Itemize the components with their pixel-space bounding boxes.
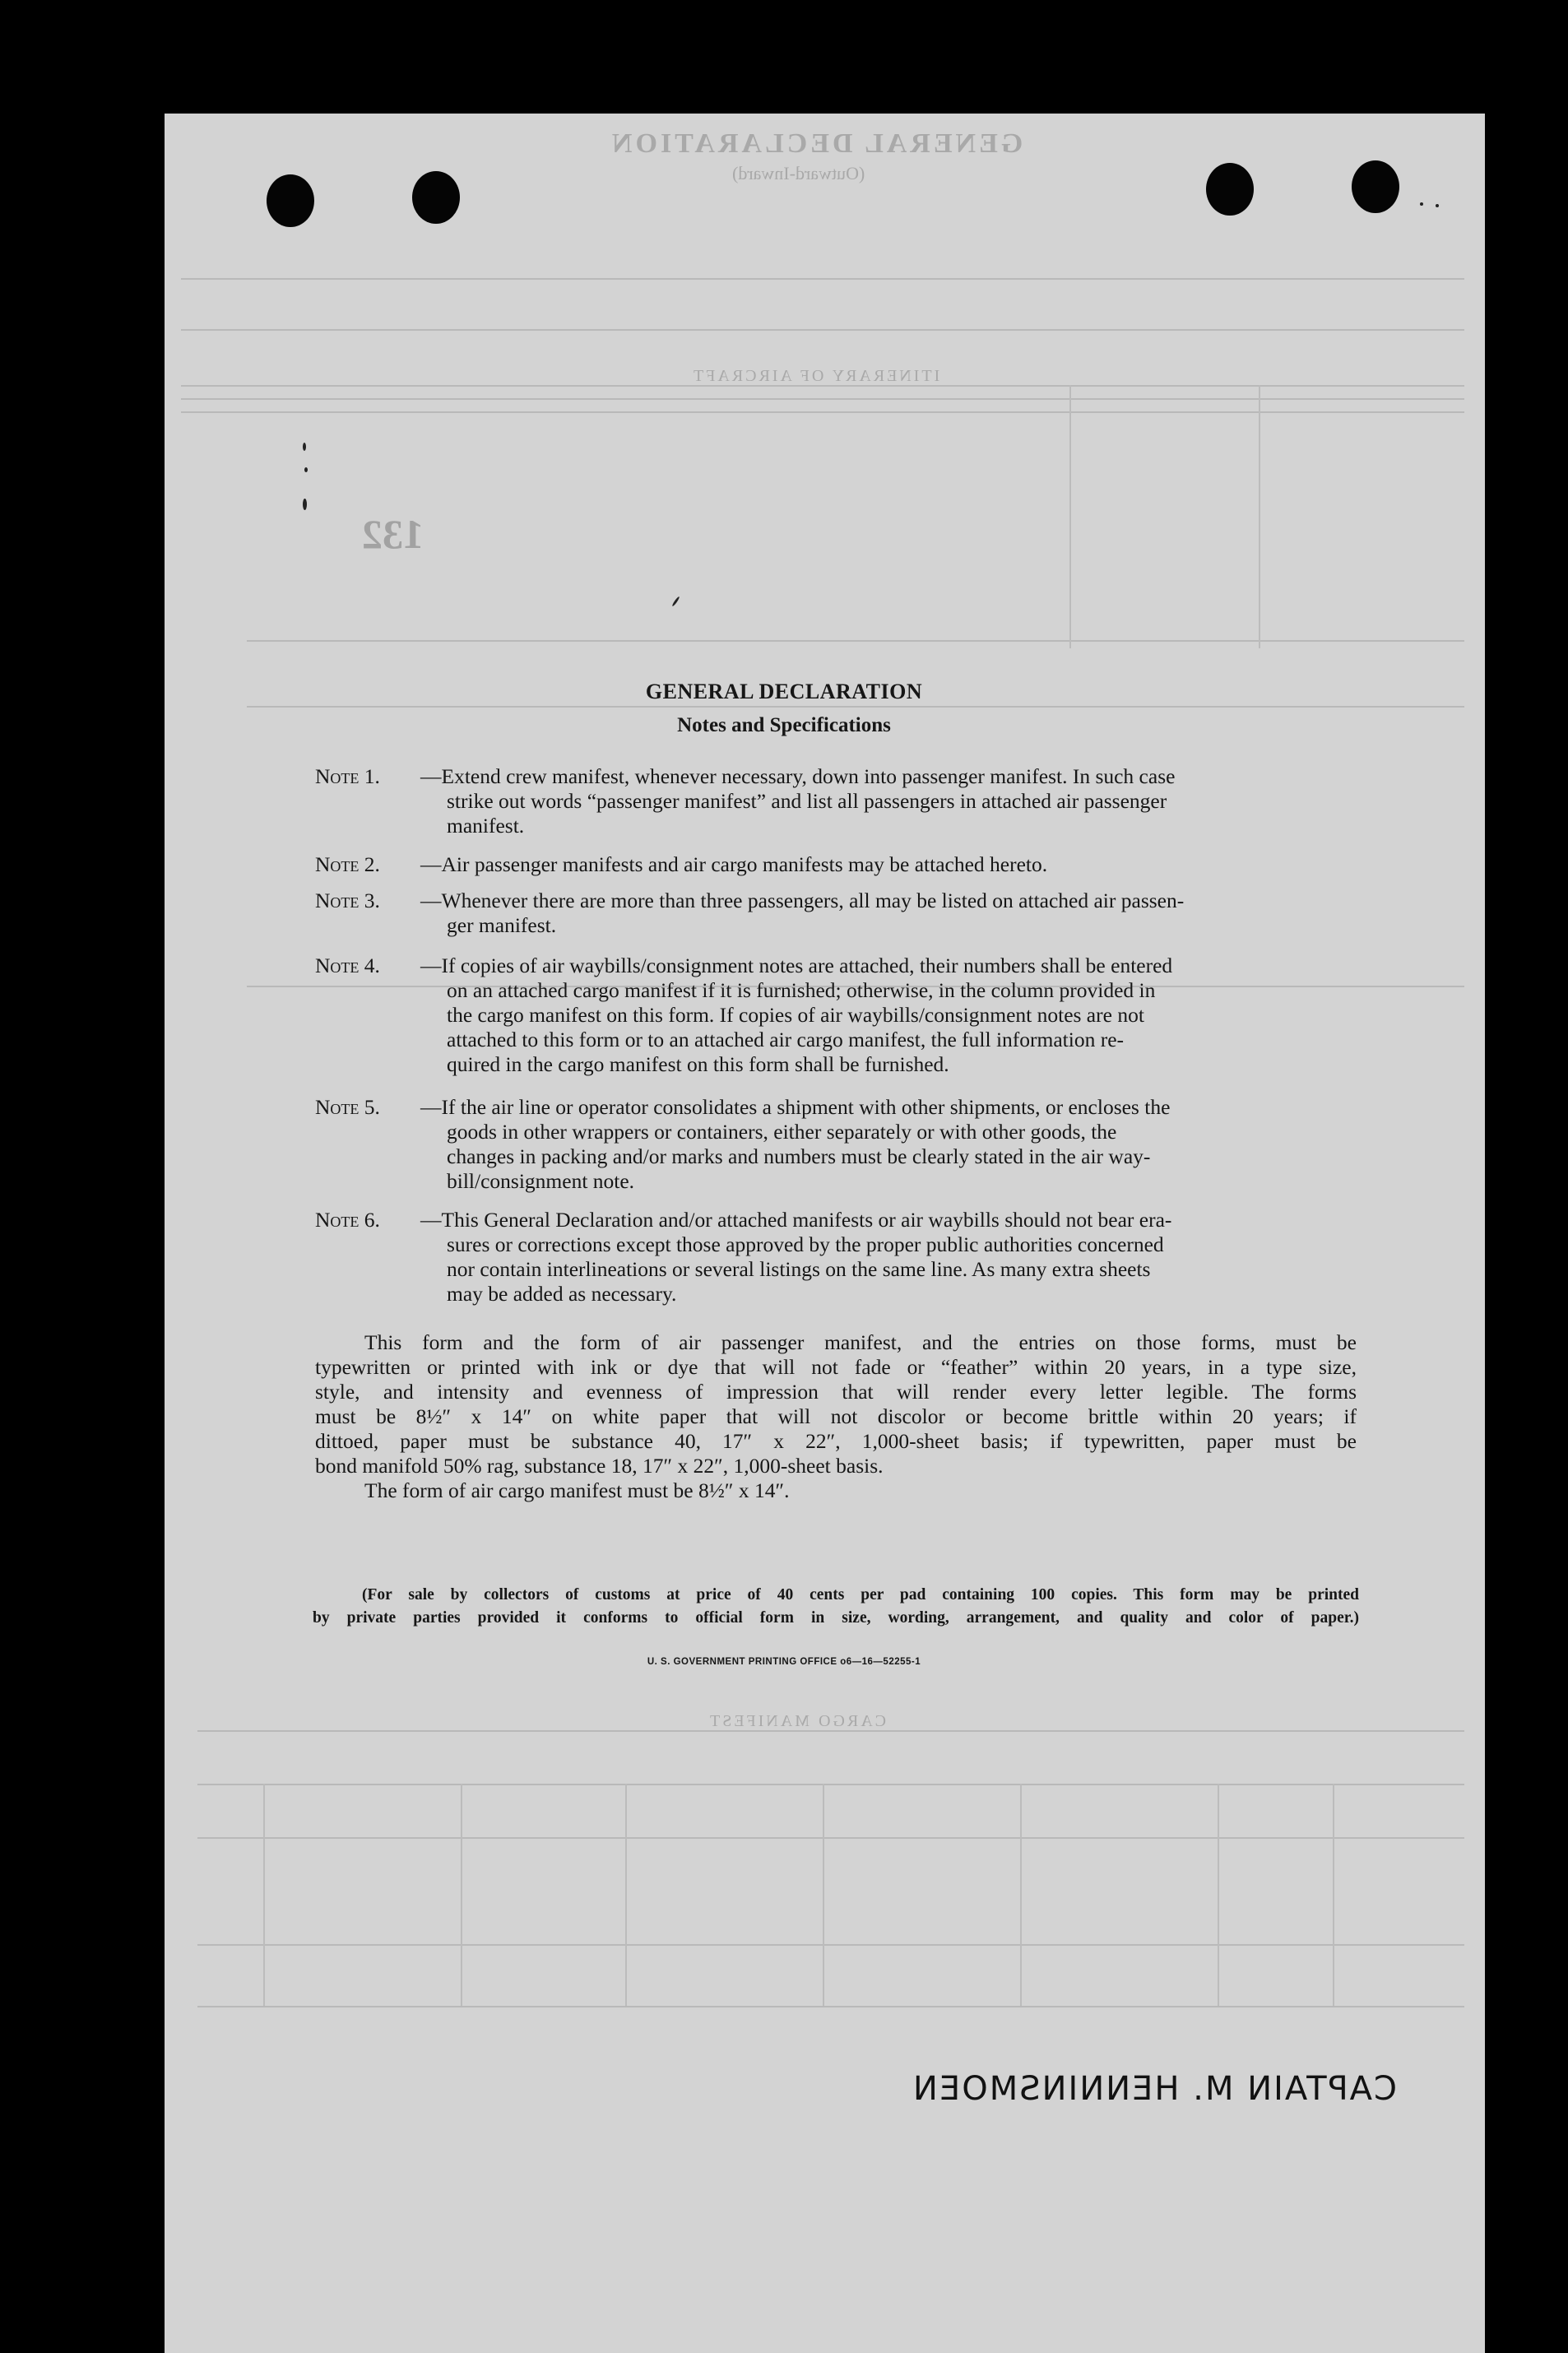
ghost-column-rule	[1259, 385, 1260, 648]
sale-notice-line: (For sale by collectors of customs at price of 40 cents per pad containing 100 copies. This form may be printed	[362, 1586, 1359, 1603]
ghost-column-rule	[461, 1784, 462, 2006]
ghost-rule	[197, 1784, 1464, 1785]
ghost-column-rule	[1218, 1784, 1219, 2006]
ghost-rule	[181, 398, 1464, 400]
note-line: strike out words “passenger manifest” and list all passengers in attached air passenger	[447, 789, 1167, 813]
ghost-page-number: 132	[362, 511, 424, 557]
ghost-column-rule	[263, 1784, 265, 2006]
paragraph-line: must be 8½″ x 14″ on white paper that will not discolor or become brittle within 20 years; if	[315, 1404, 1357, 1428]
note-line: —This General Declaration and/or attached manifests or air waybills should not bear era-	[420, 1208, 1172, 1232]
note-label: Note 1.	[315, 764, 380, 788]
note-label: Note 3.	[315, 889, 380, 912]
page-title: GENERAL DECLARATION	[645, 680, 923, 703]
note-line: may be added as necessary.	[447, 1282, 677, 1306]
punch-hole	[267, 174, 314, 227]
ghost-rule	[181, 411, 1464, 413]
ghost-title: GENERAL DECLARATION	[609, 128, 1023, 159]
note-6	[315, 1208, 1357, 1306]
note-line: nor contain interlineations or several listings on the same line. As many extra sheets	[447, 1257, 1151, 1281]
note-line: sures or corrections except those approved by the proper public authorities concerned	[447, 1232, 1164, 1256]
note-label: Note 4.	[315, 954, 380, 977]
speck	[303, 443, 306, 451]
ghost-itinerary-heading: ITINERARY OF AIRCRAFT	[691, 367, 940, 385]
note-2	[315, 852, 1357, 877]
ghost-rule	[197, 1944, 1464, 1946]
ghost-column-rule	[1020, 1784, 1022, 2006]
paragraph-line: The form of air cargo manifest must be 8½″ x 14″.	[364, 1478, 790, 1502]
paragraph-line: typewritten or printed with ink or dye that will not fade or “feather” within 20 years, in a type size,	[315, 1355, 1357, 1379]
note-line: —If the air line or operator consolidates a shipment with other shipments, or encloses the	[420, 1095, 1171, 1119]
ghost-rule	[181, 329, 1464, 331]
note-line: attached to this form or to an attached air cargo manifest, the full information re-	[447, 1028, 1125, 1051]
note-line: —If copies of air waybills/consignment notes are attached, their numbers shall be entered	[420, 954, 1173, 977]
sale-notice-line: by private parties provided it conforms to official form in size, wording, arrangement, and quality and color of paper.)	[313, 1609, 1359, 1627]
ghost-rule	[197, 2006, 1464, 2007]
printer-imprint: U. S. GOVERNMENT PRINTING OFFICE o6—16—52255-1	[647, 1657, 921, 1667]
ghost-column-rule	[823, 1784, 824, 2006]
ghost-column-rule	[1069, 385, 1071, 648]
punch-hole	[412, 171, 460, 224]
note-label: Note 6.	[315, 1208, 380, 1232]
note-label: Note 5.	[315, 1095, 380, 1119]
note-line: —Extend crew manifest, whenever necessary, down into passenger manifest. In such case	[420, 764, 1176, 788]
punch-hole	[1206, 163, 1254, 216]
paragraph-line: dittoed, paper must be substance 40, 17″ x 22″, 1,000-sheet basis; if typewritten, paper must be	[315, 1429, 1357, 1453]
note-label: Note 2.	[315, 852, 380, 876]
note-line: —Whenever there are more than three passengers, all may be listed on attached air passen-	[420, 889, 1185, 912]
note-1	[315, 764, 1357, 838]
note-5	[315, 1095, 1357, 1194]
note-line: quired in the cargo manifest on this form shall be furnished.	[447, 1052, 949, 1076]
ghost-rule	[247, 640, 1464, 642]
ghost-column-rule	[1333, 1784, 1334, 2006]
ghost-rule	[247, 706, 1464, 708]
ghost-rule	[197, 1837, 1464, 1839]
note-line: —Air passenger manifests and air cargo manifests may be attached hereto.	[420, 852, 1048, 876]
speck	[303, 499, 307, 510]
specification-paragraph	[315, 1330, 1357, 1503]
paragraph-line: style, and intensity and evenness of impression that will render every letter legible. The forms	[315, 1380, 1357, 1404]
note-line: bill/consignment note.	[447, 1169, 635, 1193]
ghost-rule	[181, 385, 1464, 387]
speck	[304, 467, 308, 472]
paragraph-line: This form and the form of air passenger manifest, and the entries on those forms, must be	[364, 1330, 1357, 1354]
sale-notice	[313, 1584, 1359, 1630]
punch-hole	[1352, 160, 1399, 213]
paragraph-line: bond manifold 50% rag, substance 18, 17″ x 22″, 1,000-sheet basis.	[315, 1454, 884, 1478]
note-3	[315, 889, 1357, 938]
ghost-subtitle: (Outward-Inward)	[732, 163, 865, 183]
note-line: manifest.	[447, 814, 525, 838]
speck	[671, 596, 680, 606]
handwritten-signature: CAPTAIN M. HENNINSMOEN	[912, 2070, 1397, 2108]
speck	[1436, 204, 1439, 207]
page-subtitle: Notes and Specifications	[677, 714, 891, 736]
note-4	[315, 954, 1357, 1077]
ghost-rule	[181, 278, 1464, 280]
ghost-cargo-heading: CARGO MANIFEST	[707, 1712, 887, 1730]
note-line: ger manifest.	[447, 913, 557, 937]
ghost-column-rule	[625, 1784, 627, 2006]
note-line: the cargo manifest on this form. If copies of air waybills/consignment notes are not	[447, 1003, 1144, 1027]
speck	[1420, 202, 1423, 206]
note-line: on an attached cargo manifest if it is furnished; otherwise, in the column provided in	[447, 978, 1156, 1002]
ghost-rule	[197, 1730, 1464, 1732]
note-line: goods in other wrappers or containers, either separately or with other goods, the	[447, 1120, 1117, 1144]
note-line: changes in packing and/or marks and numbers must be clearly stated in the air way-	[447, 1144, 1151, 1168]
